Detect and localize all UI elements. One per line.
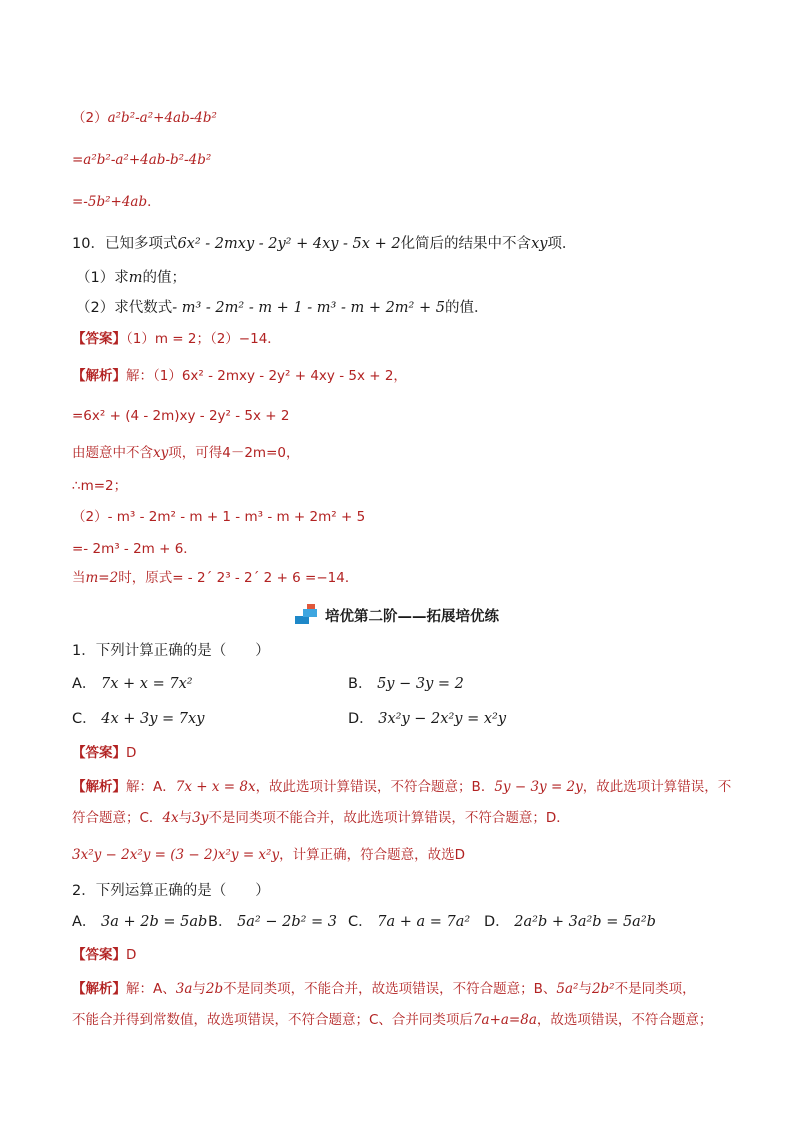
q2-analysis-l1f: 5a² — [556, 981, 579, 997]
q2-analysis-l2b: 7a+a=8a — [472, 1012, 537, 1028]
q2-option-d-label: D． — [484, 914, 510, 930]
q2-option-d — [484, 912, 656, 932]
q2-analysis-l1i: 不是同类项， — [614, 981, 696, 997]
q2-analysis-line2 — [72, 1010, 712, 1030]
q10-analysis-tag: 【解析】 — [72, 368, 126, 384]
q10-analysis-l7c: 时，原式= - 2´ 2³ - 2´ 2 + 6 =−14． — [118, 570, 359, 586]
q1-option-a-label: A． — [72, 676, 97, 692]
q1-analysis-line3 — [72, 845, 465, 865]
q10-answer-text: （1）m = 2；（2）−14． — [126, 331, 281, 347]
q2-analysis-l1c: 与 — [192, 981, 206, 997]
q2-option-d-expr: 2a²b + 3a²b = 5a²b — [514, 914, 656, 930]
q2-option-a-expr: 3a + 2b = 5ab — [101, 914, 208, 930]
q10-stem — [72, 234, 576, 254]
q10-stem-mid: 化简后的结果中不含 — [400, 236, 532, 252]
q2-answer-value: D — [126, 947, 137, 963]
q10-analysis-l1: 解：（1）6x² - 2mxy - 2y² + 4xy - 5x + 2， — [126, 368, 407, 384]
q1-analysis-l1a: 解：A． — [126, 779, 176, 795]
q10-sub1-end: 的值； — [142, 270, 186, 286]
q1-analysis-l2c: 与 — [178, 810, 193, 826]
q1-option-b-expr: 5y − 3y = 2 — [377, 676, 464, 692]
q1-answer-value: D — [126, 745, 137, 761]
q10-analysis-l3-xy: xy — [153, 445, 169, 461]
q1-option-c — [72, 709, 204, 729]
prev-step2-line — [72, 192, 161, 212]
q1-analysis-l1c: ，故此选项计算错误，不符合题意；B． — [255, 779, 495, 795]
q2-option-b-label: B． — [208, 914, 233, 930]
q10-stem-expr: 6x² - 2mxy - 2y² + 4xy - 5x + 2 — [177, 236, 401, 252]
q1-option-b-label: B． — [348, 676, 373, 692]
q2-option-c-expr: 7a + a = 7a² — [377, 914, 471, 930]
q10-analysis-l7a: 当 — [72, 570, 86, 586]
q2-analysis-line1 — [72, 979, 696, 999]
q10-sub1-m: m — [128, 270, 143, 286]
q10-sub2-expr: - m³ - 2m² - m + 1 - m³ - m + 2m² + 5 — [172, 300, 445, 316]
q2-analysis-l1g: 与 — [578, 981, 592, 997]
q2-option-a — [72, 912, 207, 932]
prev-part2-line — [72, 108, 217, 128]
q1-option-d-expr: 3x²y − 2x²y = x²y — [378, 711, 507, 727]
stacked-blocks-icon — [295, 604, 319, 626]
q1-analysis-l3a: 3x²y − 2x²y = (3 − 2)x²y = x²y — [72, 847, 280, 863]
q2-analysis-l1h: 2b² — [591, 981, 615, 997]
q1-analysis-l3b: ，计算正确，符合题意，故选D — [279, 847, 465, 863]
q1-analysis-l2b: 4x — [162, 810, 179, 826]
q1-analysis-l2a: 符合题意；C． — [72, 810, 163, 826]
q10-analysis-l3c: 4－2m=0， — [222, 445, 300, 461]
q2-analysis-l1e: 不是同类项，不能合并，故选项错误，不符合题意；B、 — [223, 981, 557, 997]
q2-option-a-label: A． — [72, 914, 97, 930]
q2-analysis-l1b: 3a — [175, 981, 193, 997]
q10-analysis-line5: （2）- m³ - 2m² - m + 1 - m³ - m + 2m² + 5 — [72, 509, 366, 525]
q1-answer — [72, 743, 136, 763]
q10-analysis-l3b: 项，可得 — [168, 445, 223, 461]
q10-analysis-l3a: 由题意中不含 — [72, 445, 153, 461]
q10-answer-tag: 【答案】 — [72, 331, 126, 347]
q1-analysis-tag: 【解析】 — [72, 779, 126, 795]
q2-stem: 2．下列运算正确的是（ ） — [72, 883, 270, 899]
q10-stem-xy: xy — [531, 236, 548, 252]
q2-analysis-l1d: 2b — [205, 981, 224, 997]
q2-option-c-label: C． — [348, 914, 373, 930]
prev-step2-end: ． — [147, 194, 161, 210]
q1-analysis-l2d: 3y — [192, 810, 209, 826]
q2-analysis-l1a: 解：A、 — [126, 981, 176, 997]
q1-analysis-l1e: ，故此选项计算错误，不 — [582, 779, 732, 795]
q10-sub1-prefix: （1）求 — [76, 270, 129, 286]
q10-analysis-line4: ∴m=2； — [72, 478, 128, 494]
q1-option-b — [348, 674, 464, 694]
q10-analysis-line6: =- 2m³ - 2m + 6． — [72, 541, 197, 557]
prev-part2-label: （2） — [72, 110, 108, 126]
q2-option-b-expr: 5a² − 2b² = 3 — [237, 914, 338, 930]
section-header — [0, 604, 794, 630]
q2-analysis-tag: 【解析】 — [72, 981, 126, 997]
q2-answer-tag: 【答案】 — [72, 947, 126, 963]
q1-analysis-line2 — [72, 808, 570, 828]
prev-part2-expr: a²b²-a²+4ab-4b² — [107, 110, 217, 126]
q1-analysis-l1d: 5y − 3y = 2y — [494, 779, 583, 795]
q10-sub2 — [76, 298, 488, 318]
q2-answer — [72, 945, 136, 965]
q10-sub1 — [76, 268, 186, 288]
q2-option-b — [208, 912, 337, 932]
q1-answer-tag: 【答案】 — [72, 745, 126, 761]
q1-stem: 1．下列计算正确的是（ ） — [72, 643, 270, 659]
q10-analysis-line2: =6x² + (4 - 2m)xy - 2y² - 5x + 2 — [72, 408, 290, 424]
q2-analysis-l2a: 不能合并得到常数值，故选项错误，不符合题意；C、合并同类项后 — [72, 1012, 473, 1028]
q10-sub2-prefix: （2）求代数式 — [76, 300, 173, 316]
prev-step2: =-5b²+4ab — [72, 194, 148, 210]
q10-analysis-line1 — [72, 366, 407, 386]
q1-option-d-label: D． — [348, 711, 374, 727]
prev-step1: =a²b²-a²+4ab-b²-4b² — [72, 152, 212, 168]
q1-analysis-l1b: 7x + x = 8x — [175, 779, 256, 795]
q10-analysis-line7 — [72, 568, 358, 588]
q1-analysis-l2e: 不是同类项不能合并，故此选项计算错误，不符合题意；D． — [208, 810, 570, 826]
q2-analysis-l2c: ，故选项错误，不符合题意； — [536, 1012, 713, 1028]
q10-analysis-line3 — [72, 443, 299, 463]
q1-option-c-label: C． — [72, 711, 97, 727]
q10-answer — [72, 329, 281, 349]
q1-option-a — [72, 674, 193, 694]
q1-analysis-line1 — [72, 777, 731, 797]
q2-option-c — [348, 912, 470, 932]
q1-option-d — [348, 709, 506, 729]
q10-stem-prefix: 10．已知多项式 — [72, 236, 178, 252]
q1-option-c-expr: 4x + 3y = 7xy — [101, 711, 205, 727]
q10-analysis-l7b: m=2 — [85, 570, 119, 586]
q10-stem-end: 项． — [547, 236, 577, 252]
q10-sub2-end: 的值． — [444, 300, 489, 316]
q1-option-a-expr: 7x + x = 7x² — [101, 676, 193, 692]
section-title: 培优第二阶——拓展培优练 — [325, 608, 499, 625]
